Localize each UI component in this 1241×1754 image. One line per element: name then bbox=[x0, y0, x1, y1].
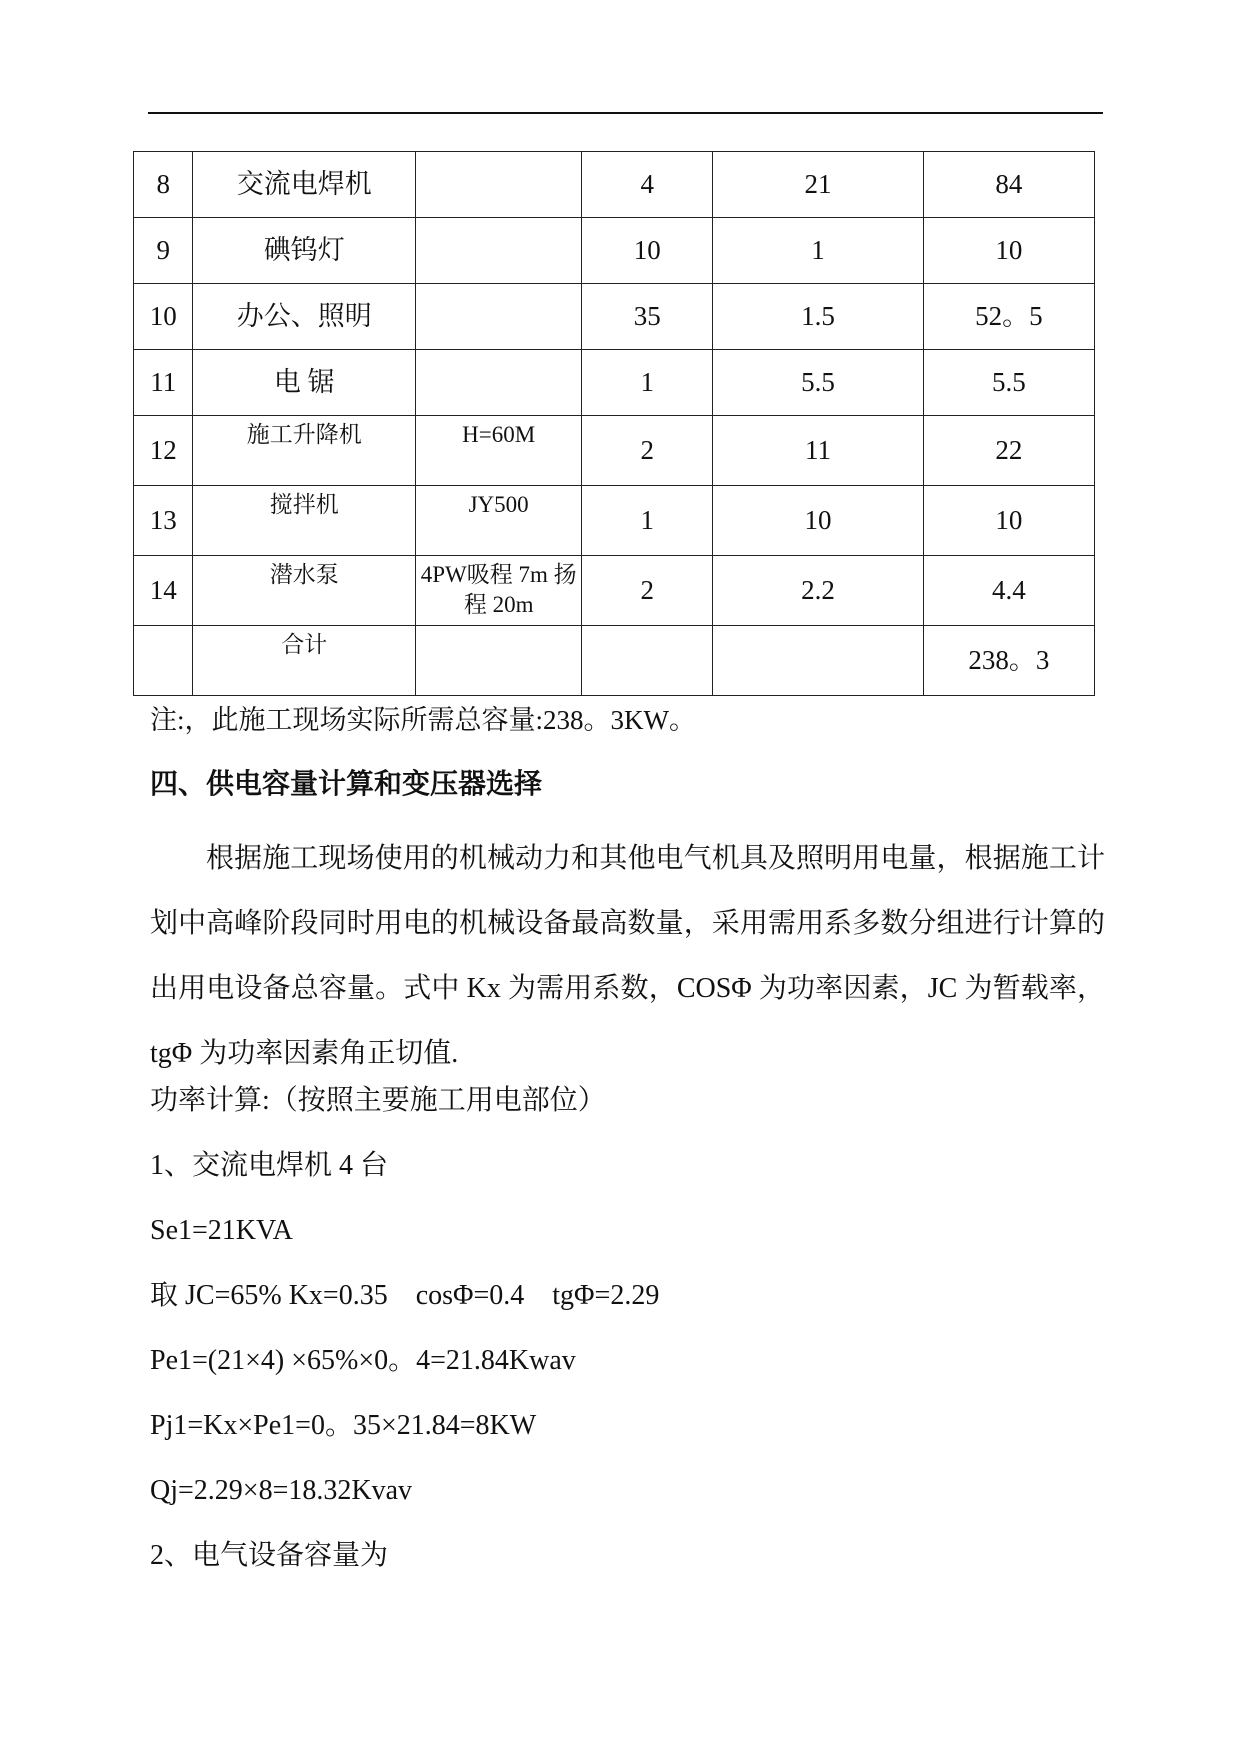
table-row bbox=[134, 218, 1095, 284]
table-cell-spec: H=60M bbox=[416, 416, 582, 486]
equipment-table bbox=[133, 151, 1095, 696]
table-cell-spec bbox=[416, 350, 582, 416]
table-cell-qty: 2 bbox=[582, 556, 713, 626]
table-cell-qty: 35 bbox=[582, 284, 713, 350]
table-cell-name: 潜水泵 bbox=[193, 556, 416, 626]
table-cell-qty: 2 bbox=[582, 416, 713, 486]
table-cell-no: 13 bbox=[134, 486, 193, 556]
pe1-line: Pe1=(21×4) ×65%×0。4=21.84Kwav bbox=[150, 1345, 576, 1376]
table-cell-name: 办公、照明 bbox=[193, 284, 416, 350]
equipment-table-body bbox=[134, 152, 1095, 696]
qj-line: Qj=2.29×8=18.32Kvav bbox=[150, 1475, 413, 1506]
table-cell-total: 10 bbox=[923, 218, 1094, 284]
power-calc-heading: 功率计算:（按照主要施工用电部位） bbox=[150, 1085, 606, 1116]
table-row bbox=[134, 152, 1095, 218]
header-rule bbox=[148, 112, 1103, 114]
se1-line: Se1=21KVA bbox=[150, 1215, 293, 1246]
table-cell-power: 10 bbox=[713, 486, 924, 556]
table-cell-spec bbox=[416, 152, 582, 218]
table-cell-total: 238。3 bbox=[923, 626, 1094, 696]
table-cell-spec: 4PW吸程 7m 扬程 20m bbox=[416, 556, 582, 626]
table-row bbox=[134, 626, 1095, 696]
item-2-heading: 2、电气设备容量为 bbox=[150, 1540, 389, 1571]
table-cell-spec bbox=[416, 284, 582, 350]
table-cell-no: 14 bbox=[134, 556, 193, 626]
table-cell-power: 11 bbox=[713, 416, 924, 486]
table-cell-qty: 4 bbox=[582, 152, 713, 218]
table-cell-total: 22 bbox=[923, 416, 1094, 486]
table-cell-name: 合计 bbox=[193, 626, 416, 696]
table-cell-no: 9 bbox=[134, 218, 193, 284]
table-cell-spec: JY500 bbox=[416, 486, 582, 556]
table-cell-power bbox=[713, 626, 924, 696]
table-cell-no: 11 bbox=[134, 350, 193, 416]
table-cell-total: 52。5 bbox=[923, 284, 1094, 350]
table-cell-spec bbox=[416, 626, 582, 696]
table-cell-no: 10 bbox=[134, 284, 193, 350]
table-cell-power: 5.5 bbox=[713, 350, 924, 416]
table-cell-total: 5.5 bbox=[923, 350, 1094, 416]
table-cell-qty: 1 bbox=[582, 486, 713, 556]
table-cell-name: 交流电焊机 bbox=[193, 152, 416, 218]
table-cell-total: 10 bbox=[923, 486, 1094, 556]
table-row bbox=[134, 350, 1095, 416]
table-cell-no bbox=[134, 626, 193, 696]
table-cell-name: 碘钨灯 bbox=[193, 218, 416, 284]
table-cell-power: 1 bbox=[713, 218, 924, 284]
capacity-note: 注:，此施工现场实际所需总容量:238。3KW。 bbox=[150, 705, 696, 735]
table-cell-name: 施工升降机 bbox=[193, 416, 416, 486]
table-cell-total: 4.4 bbox=[923, 556, 1094, 626]
item-1-heading: 1、交流电焊机 4 台 bbox=[150, 1150, 389, 1181]
params-line: 取 JC=65% Kx=0.35 cosΦ=0.4 tgΦ=2.29 bbox=[150, 1280, 660, 1311]
table-cell-power: 21 bbox=[713, 152, 924, 218]
table-row bbox=[134, 486, 1095, 556]
table-row bbox=[134, 284, 1095, 350]
pj1-line: Pj1=Kx×Pe1=0。35×21.84=8KW bbox=[150, 1410, 537, 1441]
table-cell-no: 8 bbox=[134, 152, 193, 218]
table-cell-name: 搅拌机 bbox=[193, 486, 416, 556]
table-cell-power: 1.5 bbox=[713, 284, 924, 350]
table-cell-spec bbox=[416, 218, 582, 284]
table-cell-no: 12 bbox=[134, 416, 193, 486]
section-title: 四、供电容量计算和变压器选择 bbox=[150, 767, 543, 800]
table-cell-name: 电 锯 bbox=[193, 350, 416, 416]
table-cell-qty: 10 bbox=[582, 218, 713, 284]
table-cell-total: 84 bbox=[923, 152, 1094, 218]
table-cell-power: 2.2 bbox=[713, 556, 924, 626]
table-cell-qty: 1 bbox=[582, 350, 713, 416]
table-row bbox=[134, 556, 1095, 626]
body-paragraph: 根据施工现场使用的机械动力和其他电气机具及照明用电量，根据施工计划中高峰阶段同时用电的机械设备最高数量，采用需用系多数分组进行计算的出用电设备总容量。式中 Kx 为需用系数，COSΦ 为功率因素，JC 为暂载率，tgΦ 为功率因素角正切值. bbox=[150, 843, 1105, 1069]
table-row bbox=[134, 416, 1095, 486]
table-cell-qty bbox=[582, 626, 713, 696]
